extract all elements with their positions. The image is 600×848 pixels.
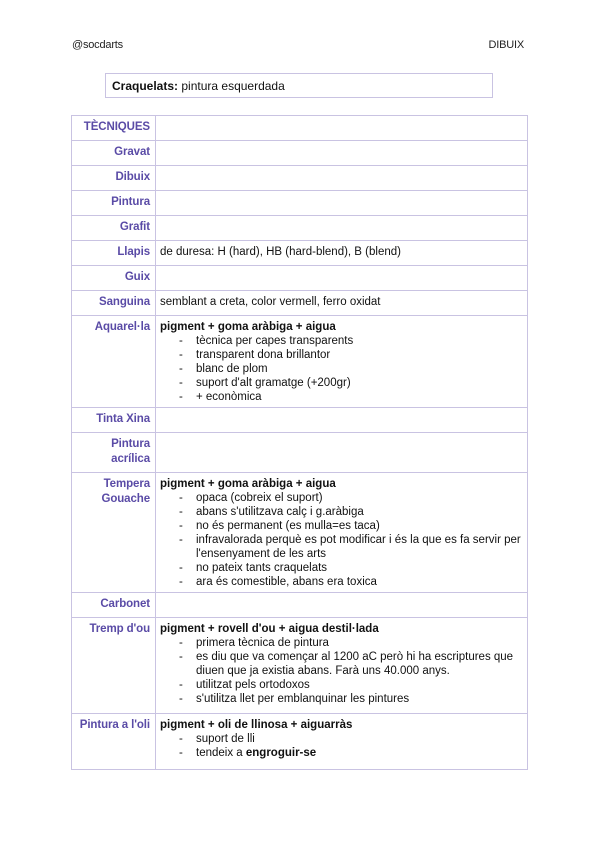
list-item: - s'utilitza llet per emblanquinar les pintures <box>175 692 522 706</box>
list-item: - + econòmica <box>175 390 522 404</box>
table-row <box>72 241 528 266</box>
row-value <box>156 216 528 241</box>
row-value <box>156 408 528 433</box>
row-value <box>156 593 528 618</box>
row-value-tremp <box>156 618 528 714</box>
title-text: pintura esquerdada <box>178 79 285 93</box>
bullet-list <box>160 491 522 589</box>
row-label-sanguina: Sanguina <box>72 291 156 316</box>
table-row <box>72 116 528 141</box>
row-value <box>156 116 528 141</box>
row-label-guix: Guix <box>72 266 156 291</box>
list-item: - no és permanent (es mulla=es taca) <box>175 519 522 533</box>
row-label-tecniques: TÈCNIQUES <box>72 116 156 141</box>
row-label-gravat: Gravat <box>72 141 156 166</box>
recipe-heading: pigment + goma aràbiga + aigua <box>160 321 336 333</box>
row-label-tremp-dou: Tremp d'ou <box>72 618 156 714</box>
row-label-grafit: Grafit <box>72 216 156 241</box>
list-item: - primera tècnica de pintura <box>175 636 522 650</box>
list-item: - tècnica per capes transparents <box>175 334 522 348</box>
list-item: - transparent dona brillantor <box>175 348 522 362</box>
table-row <box>72 141 528 166</box>
row-label-tinta-xina: Tinta Xina <box>72 408 156 433</box>
table-row <box>72 593 528 618</box>
item-emphasis: engroguir-se <box>245 747 317 759</box>
list-item: - abans s'utilitzava calç i g.aràbiga <box>175 505 522 519</box>
row-label-llapis: Llapis <box>72 241 156 266</box>
row-label-tempera-gouache: Tempera Gouache <box>72 473 156 593</box>
list-item: - suport de lli <box>175 732 522 746</box>
row-value <box>156 191 528 216</box>
list-item: - opaca (cobreix el suport) <box>175 491 522 505</box>
table-row <box>72 473 528 593</box>
bullet-list <box>160 636 522 706</box>
row-value-oli <box>156 714 528 770</box>
row-value <box>156 166 528 191</box>
list-item: - utilitzat pels ortodoxos <box>175 678 522 692</box>
list-item: - suport d'alt gramatge (+200gr) <box>175 376 522 390</box>
table-row <box>72 618 528 714</box>
list-item: - infravalorada perquè es pot modificar i és la que es fa servir per l'ensenyament de les arts <box>175 533 522 561</box>
techniques-table <box>71 115 528 770</box>
table-row <box>72 433 528 473</box>
bullet-list <box>160 732 522 760</box>
list-item: - no pateix tants craquelats <box>175 561 522 575</box>
table-row <box>72 291 528 316</box>
row-value-tempera <box>156 473 528 593</box>
row-value <box>156 141 528 166</box>
row-label-dibuix: Dibuix <box>72 166 156 191</box>
table-row <box>72 266 528 291</box>
item-prefix: tendeix a <box>196 747 246 759</box>
header-handle: @socdarts <box>72 39 123 51</box>
recipe-heading: pigment + oli de llinosa + aiguarràs <box>160 719 353 731</box>
table-row <box>72 408 528 433</box>
recipe-heading: pigment + goma aràbiga + aigua <box>160 478 336 490</box>
row-value-aquarella <box>156 316 528 408</box>
header-section: DIBUIX <box>488 39 524 51</box>
table-row <box>72 714 528 770</box>
row-label-pintura-acrilica: Pintura acrílica <box>72 433 156 473</box>
title-label: Craquelats: <box>112 79 179 93</box>
table-row <box>72 316 528 408</box>
row-label-pintura-a-loli: Pintura a l'oli <box>72 714 156 770</box>
title-box <box>105 73 493 98</box>
row-label-aquarella: Aquarel·la <box>72 316 156 408</box>
list-item: - es diu que va començar al 1200 aC però hi ha escriptures que diuen que ja existia abans. Farà uns 40.000 anys. <box>175 650 522 678</box>
list-item: - blanc de plom <box>175 362 522 376</box>
table-row <box>72 216 528 241</box>
list-item <box>175 746 522 760</box>
recipe-heading: pigment + rovell d'ou + aigua destil·lada <box>160 623 379 635</box>
row-label-carbonet: Carbonet <box>72 593 156 618</box>
row-label-pintura: Pintura <box>72 191 156 216</box>
list-item: - ara és comestible, abans era toxica <box>175 575 522 589</box>
table-row <box>72 191 528 216</box>
row-value-sanguina: semblant a creta, color vermell, ferro oxidat <box>156 291 528 316</box>
row-value <box>156 433 528 473</box>
row-value-llapis: de duresa: H (hard), HB (hard-blend), B (blend) <box>156 241 528 266</box>
table-row <box>72 166 528 191</box>
bullet-list <box>160 334 522 404</box>
row-value <box>156 266 528 291</box>
